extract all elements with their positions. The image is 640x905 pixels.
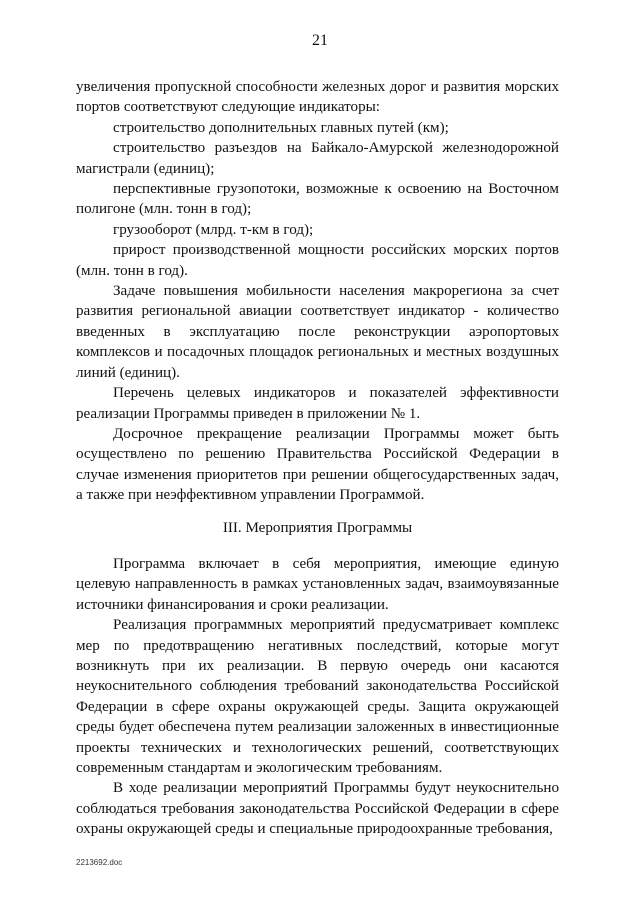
page-number: 21 (312, 32, 328, 49)
paragraph: Перечень целевых индикаторов и показателей эффективности реализации Программы приведен в приложении № 1. (76, 385, 559, 422)
document-body (76, 77, 559, 840)
paragraphs-before-section (76, 77, 559, 506)
section-heading: III. Мероприятия Программы (222, 519, 413, 536)
paragraph: В ходе реализации мероприятий Программы будут неукоснительно соблюдаться требования законодательства Российской Федерации в сфере охраны окружающей среды и специальные природоохранные требования, (76, 780, 559, 838)
paragraph: Реализация программных мероприятий предусматривает комплекс мер по предотвращению негативных последствий, которые могут возникнуть при их реализации. В первую очередь они касаются неукоснительного соблюдения требований законодательства Российской Федерации в сфере охраны окружающей среды. Защита окружающей среды будет обеспечена путем реализации заложенных в инвестиционные проекты технических и технологических решений, соответствующих современным стандартам и экологическим требованиям. (76, 617, 559, 776)
list-item: перспективные грузопотоки, возможные к освоению на Восточном полигоне (млн. тонн в год); (76, 181, 559, 218)
paragraph: увеличения пропускной способности железных дорог и развития морских портов соответствуют следующие индикаторы: (76, 79, 559, 116)
list-item: грузооборот (млрд. т-км в год); (113, 221, 314, 238)
paragraphs-after-section (76, 554, 559, 840)
list-item: прирост производственной мощности российских морских портов (млн. тонн в год). (76, 242, 559, 279)
list-item: строительство дополнительных главных путей (км); (113, 119, 449, 136)
paragraph: Задаче повышения мобильности населения макрорегиона за счет развития региональной авиации соответствует индикатор - количество введенных в эксплуатацию после реконструкции аэропортовых комплексов и посадочных площадок региональных и местных воздушных линий (единиц). (76, 283, 559, 381)
paragraph: Программа включает в себя мероприятия, имеющие единую целевую направленность в рамках установленных задач, взаимоувязанные источники финансирования и сроки реализации. (76, 555, 559, 613)
list-item: строительство разъездов на Байкало-Амурской железнодорожной магистрали (единиц); (76, 140, 559, 177)
paragraph: Досрочное прекращение реализации Программы может быть осуществлено по решению Правительства Российской Федерации в случае изменения приоритетов при решении общегосударственных задач, а также при неэффективном управлении Программой. (76, 425, 559, 504)
document-footer: 2213692.doc (76, 858, 123, 867)
